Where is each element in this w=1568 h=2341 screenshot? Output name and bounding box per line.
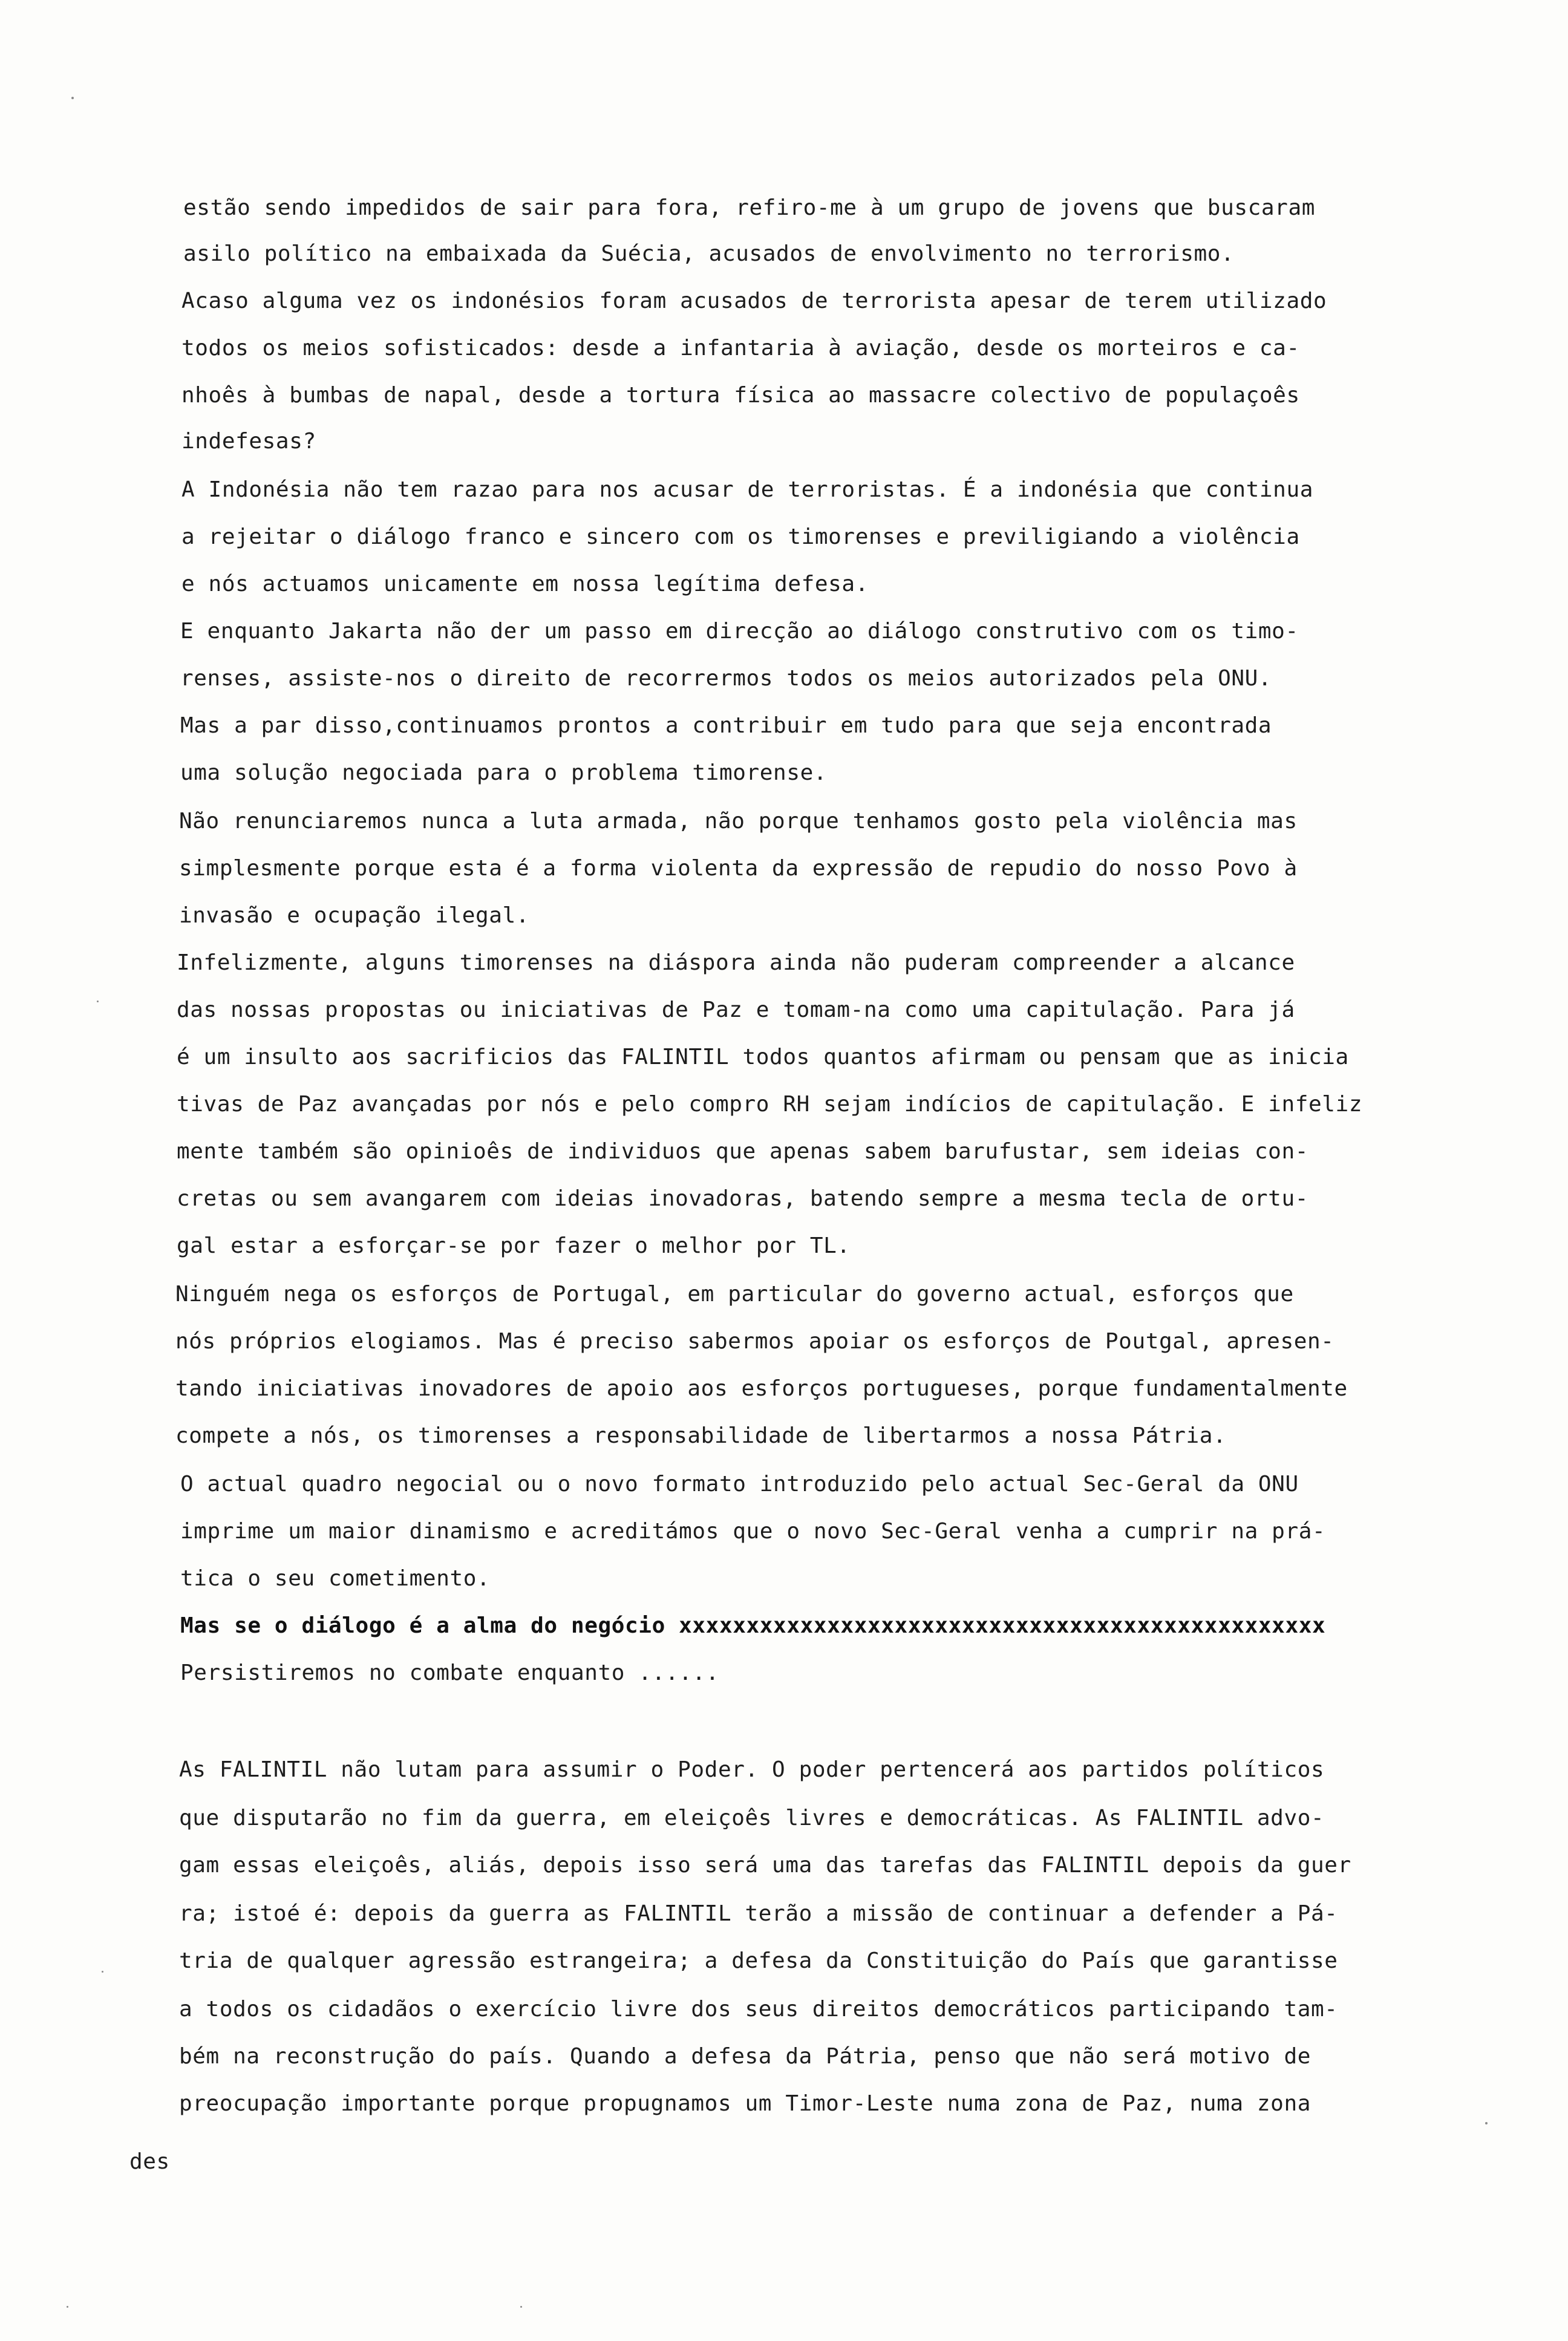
text-line: cretas ou sem avangarem com ideias inovadoras, batendo sempre a mesma tecla de ortu-: [177, 1186, 1309, 1211]
scan-speck: [520, 2306, 522, 2308]
text-line: renses, assiste-nos o direito de recorrermos todos os meios autorizados pela ONU.: [180, 666, 1272, 691]
scan-speck: [71, 97, 74, 99]
text-line: a rejeitar o diálogo franco e sincero com os timorenses e previligiando a violência: [181, 524, 1300, 549]
text-line: Mas a par disso,continuamos prontos a contribuir em tudo para que seja encontrada: [180, 713, 1272, 738]
text-line: que disputarão no fim da guerra, em eleiçoês livres e democráticas. As FALINTIL advo-: [179, 1806, 1325, 1830]
text-line: nhoês à bumbas de napal, desde a tortura física ao massacre colectivo de populaçoês: [181, 383, 1300, 408]
text-line: asilo político na embaixada da Suécia, acusados de envolvimento no terrorismo.: [183, 241, 1235, 266]
text-line: é um insulto aos sacrificios das FALINTIL todos quantos afirmam ou pensam que as inicia: [177, 1045, 1349, 1069]
text-line: uma solução negociada para o problema timorense.: [180, 760, 828, 785]
scan-speck: [97, 1001, 99, 1002]
text-line: nós próprios elogiamos. Mas é preciso sabermos apoiar os esforços de Poutgal, apresen-: [175, 1329, 1334, 1354]
text-line: gam essas eleiçoês, aliás, depois isso será uma das tarefas das FALINTIL depois da guer: [179, 1853, 1351, 1878]
struck-out-line: Mas se o diálogo é a alma do negócio xxxxxxxxxxxxxxxxxxxxxxxxxxxxxxxxxxxxxxxxxxxxxxxx: [180, 1613, 1326, 1638]
text-line: todos os meios sofisticados: desde a infantaria à aviação, desde os morteiros e ca-: [181, 336, 1300, 361]
text-line: indefesas?: [181, 429, 316, 454]
catchword: des: [129, 2149, 170, 2174]
text-line: ra; istoé é: depois da guerra as FALINTIL terão a missão de continuar a defender a Pá-: [179, 1901, 1338, 1926]
text-line: compete a nós, os timorenses a responsabilidade de libertarmos a nossa Pátria.: [175, 1423, 1227, 1448]
text-line: tria de qualquer agressão estrangeira; a defesa da Constituição do País que garantisse: [179, 1948, 1338, 1973]
text-line: bém na reconstrução do país. Quando a defesa da Pátria, penso que não será motivo de: [179, 2044, 1312, 2069]
text-line: Não renunciaremos nunca a luta armada, não porque tenhamos gosto pela violência mas: [179, 809, 1298, 834]
text-line: das nossas propostas ou iniciativas de Paz e tomam-na como uma capitulação. Para já: [177, 997, 1295, 1022]
scan-speck: [1485, 2122, 1488, 2124]
text-line: tica o seu cometimento.: [180, 1566, 491, 1591]
text-line: a todos os cidadãos o exercício livre dos seus direitos democráticos participando tam-: [179, 1997, 1338, 2022]
text-line: imprime um maior dinamismo e acreditámos que o novo Sec-Geral venha a cumprir na prá-: [180, 1519, 1326, 1544]
text-line: O actual quadro negocial ou o novo formato introduzido pelo actual Sec-Geral da ONU: [180, 1472, 1299, 1497]
text-line: invasão e ocupação ilegal.: [179, 903, 530, 928]
text-line: E enquanto Jakarta não der um passo em direcção ao diálogo construtivo com os timo-: [180, 619, 1299, 644]
scan-speck: [102, 1971, 103, 1973]
text-line: tivas de Paz avançadas por nós e pelo compro RH sejam indícios de capitulação. E infeliz: [177, 1092, 1363, 1117]
text-line: preocupação importante porque propugnamos um Timor-Leste numa zona de Paz, numa zona: [179, 2091, 1312, 2116]
text-line: mente também são opinioês de individuos que apenas sabem barufustar, sem ideias con-: [177, 1139, 1309, 1164]
text-line: Persistiremos no combate enquanto ......: [180, 1660, 719, 1685]
text-line: Acaso alguma vez os indonésios foram acusados de terrorista apesar de terem utilizado: [181, 289, 1327, 313]
text-line: A Indonésia não tem razao para nos acusar de terroristas. É a indonésia que continua: [181, 477, 1314, 502]
text-line: gal estar a esforçar-se por fazer o melhor por TL.: [177, 1233, 851, 1258]
text-line: Infelizmente, alguns timorenses na diáspora ainda não puderam compreender a alcance: [177, 950, 1295, 975]
text-line: tando iniciativas inovadores de apoio aos esforços portugueses, porque fundamentalmente: [175, 1376, 1348, 1401]
scan-speck: [67, 2306, 68, 2308]
text-line: Ninguém nega os esforços de Portugal, em particular do governo actual, esforços que: [175, 1282, 1294, 1307]
text-line: As FALINTIL não lutam para assumir o Poder. O poder pertencerá aos partidos políticos: [179, 1757, 1325, 1782]
text-line: e nós actuamos unicamente em nossa legítima defesa.: [181, 572, 869, 596]
text-line: estão sendo impedidos de sair para fora, refiro-me à um grupo de jovens que buscaram: [183, 195, 1316, 220]
text-line: simplesmente porque esta é a forma violenta da expressão de repudio do nosso Povo à: [179, 856, 1298, 881]
